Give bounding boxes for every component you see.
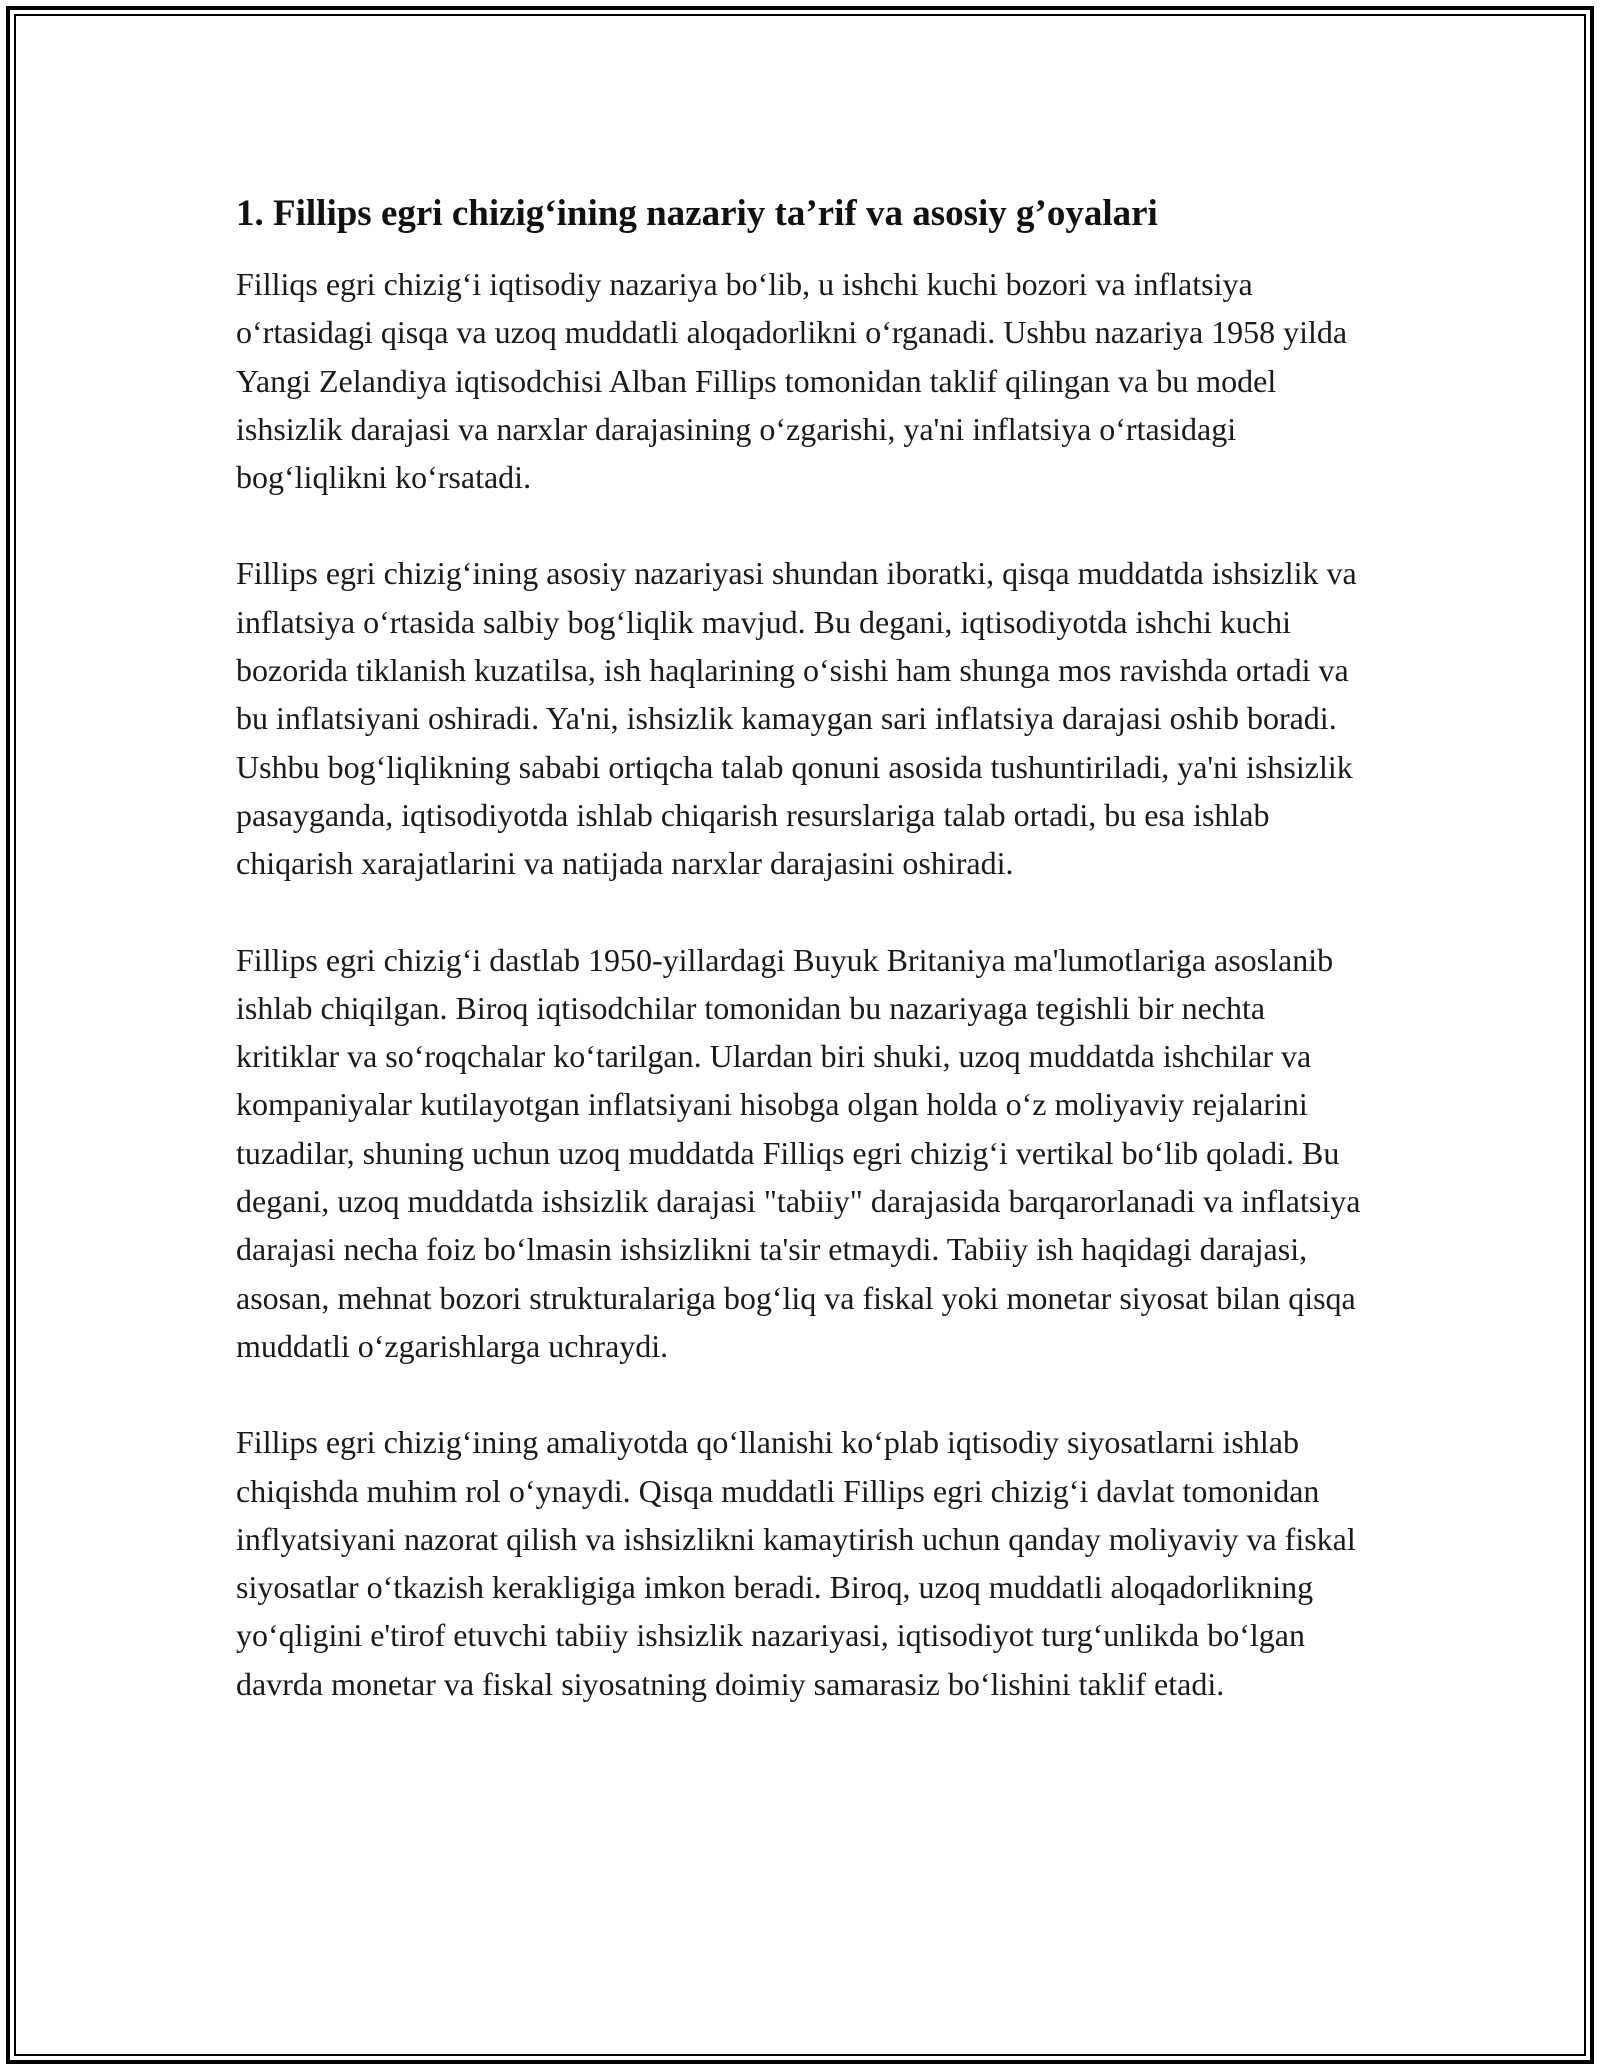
paragraph-definition: Filliqs egri chizig‘i iqtisodiy nazariya bo‘lib, u ishchi kuchi bozori va inflatsiya o‘rtasidagi qisqa va uzoq muddatli aloqadorlikni o‘rganadi. Ushbu nazariya 1958 yilda Yangi Zelandiya iqtisodchisi Alban Fillips tomonidan taklif qilingan va bu model ishsizlik darajasi va narxlar darajasining o‘zgarishi, ya'ni inflatsiya o‘rtasidagi bog‘liqlikni ko‘rsatadi. [236, 266, 1348, 496]
paragraph-core-theory: Fillips egri chizig‘ining asosiy nazariyasi shundan iboratki, qisqa muddatda ishsizlik va inflatsiya o‘rtasida salbiy bog‘liqlik mavjud. Bu degani, iqtisodiyotda ishchi kuchi bozorida tiklanish kuzatilsa, ish haqlarining o‘sishi ham shunga mos ravishda ortadi va bu inflatsiyani oshiradi. Ya'ni, ishsizlik kamaygan sari inflatsiya darajasi oshib boradi. Ushbu bog‘liqlikning sababi ortiqcha talab qonuni asosida tushuntiriladi, ya'ni ishsizlik pasayganda, iqtisodiyotda ishlab chiqarish resurslariga talab ortadi, bu esa ishlab chiqarish xarajatlarini va natijada narxlar darajasini oshiradi. [236, 555, 1357, 882]
section-heading: 1. Fillips egri chizig‘ining nazariy ta’rif va asosiy g’oyalari [236, 193, 1158, 234]
paragraph-criticism: Fillips egri chizig‘i dastlab 1950-yillardagi Buyuk Britaniya ma'lumotlariga asoslanib ishlab chiqilgan. Biroq iqtisodchilar tomonidan bu nazariyaga tegishli bir nechta kritiklar va so‘roqchalar ko‘tarilgan. Ulardan biri shuki, uzoq muddatda ishchilar va kompaniyalar kutilayotgan inflatsiyani hisobga olgan holda o‘z moliyaviy rejalarini tuzadilar, shuning uchun uzoq muddatda Filliqs egri chizig‘i vertikal bo‘lib qoladi. Bu degani, uzoq muddatda ishsizlik darajasi "tabiiy" darajasida barqarorlanadi va inflatsiya darajasi necha foiz bo‘lmasin ishsizlikni ta'sir etmaydi. Tabiiy ish haqidagi darajasi, asosan, mehnat bozori strukturalariga bog‘liq va fiskal yoki monetar siyosat bilan qisqa muddatli o‘zgarishlarga uchraydi. [236, 941, 1361, 1364]
document-body [236, 186, 1376, 1708]
paragraph-application: Fillips egri chizig‘ining amaliyotda qo‘llanishi ko‘plab iqtisodiy siyosatlarni ishlab chiqishda muhim rol o‘ynaydi. Qisqa muddatli Fillips egri chizig‘i davlat tomonidan inflyatsiyani nazorat qilish va ishsizlikni kamaytirish uchun qanday moliyaviy va fiskal siyosatlar o‘tkazish kerakligiga imkon beradi. Biroq, uzoq muddatli aloqadorlikning yo‘qligini e'tirof etuvchi tabiiy ishsizlik nazariyasi, iqtisodiyot turg‘unlikda bo‘lgan davrda monetar va fiskal siyosatning doimiy samarasiz bo‘lishini taklif etadi. [236, 1424, 1356, 1702]
